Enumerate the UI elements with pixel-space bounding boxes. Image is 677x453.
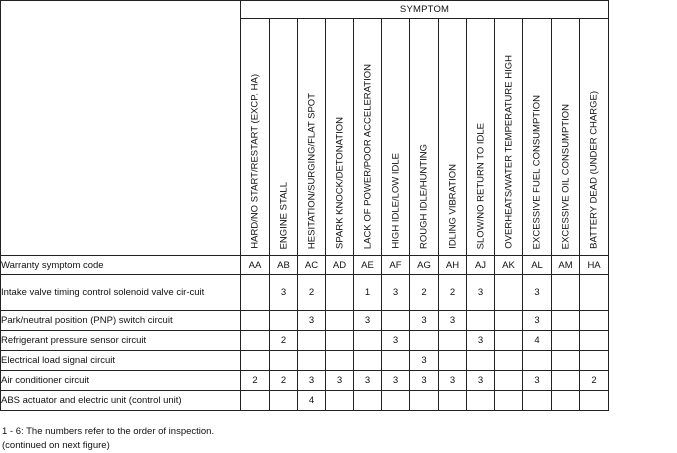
- symptom-header: SYMPTOM: [241, 1, 609, 19]
- inspection-order-cell: [523, 351, 552, 371]
- symptom-code-cell: AK: [495, 256, 523, 275]
- symptom-code-cell: AJ: [467, 256, 495, 275]
- symptom-code-cell: AB: [270, 256, 298, 275]
- row-label: Air conditioner circuit: [1, 371, 241, 391]
- inspection-order-cell: [270, 311, 298, 331]
- inspection-order-cell: 3: [326, 371, 354, 391]
- inspection-order-cell: 3: [467, 331, 495, 351]
- symptom-column-header: IDLING VIBRATION: [439, 19, 467, 256]
- symptom-column-header: HESITATION/SURGING/FLAT SPOT: [298, 19, 326, 256]
- symptom-column-header: SPARK KNOCK/DETONATION: [326, 19, 354, 256]
- continued-note: (continued on next figure): [2, 440, 110, 451]
- inspection-order-cell: 3: [467, 275, 495, 311]
- symptom-column-header: ROUGH IDLE/HUNTING: [410, 19, 439, 256]
- inspection-order-cell: [241, 351, 270, 371]
- inspection-order-cell: [382, 391, 410, 411]
- symptom-column-header: OVERHEATS/WATER TEMPERATURE HIGH: [495, 19, 523, 256]
- inspection-order-cell: [467, 311, 495, 331]
- symptom-column-header: EXCESSIVE FUEL CONSUMPTION: [523, 19, 552, 256]
- row-label: Electrical load signal circuit: [1, 351, 241, 371]
- symptom-code-cell: AE: [354, 256, 382, 275]
- symptom-code-cell: AC: [298, 256, 326, 275]
- inspection-order-cell: 3: [410, 371, 439, 391]
- symptom-column-header: SLOW/NO RETURN TO IDLE: [467, 19, 495, 256]
- inspection-order-cell: [580, 275, 609, 311]
- inspection-order-cell: 3: [382, 275, 410, 311]
- inspection-order-note: 1 - 6: The numbers refer to the order of inspection.: [2, 426, 215, 437]
- table-row: [1, 371, 609, 391]
- symptom-column-header: EXCESSIVE OIL CONSUMPTION: [552, 19, 580, 256]
- inspection-order-cell: [326, 275, 354, 311]
- row-label: ABS actuator and electric unit (control unit): [1, 391, 241, 411]
- table-row: [1, 351, 609, 371]
- inspection-order-cell: 3: [382, 331, 410, 351]
- inspection-order-cell: [241, 391, 270, 411]
- row-label: Warranty symptom code: [1, 256, 241, 275]
- inspection-order-cell: 3: [523, 311, 552, 331]
- symptom-code-cell: AF: [382, 256, 410, 275]
- inspection-order-cell: 2: [410, 275, 439, 311]
- table-row: [1, 311, 609, 331]
- inspection-order-cell: [270, 351, 298, 371]
- inspection-order-cell: [552, 275, 580, 311]
- inspection-order-cell: [580, 391, 609, 411]
- inspection-order-cell: [298, 351, 326, 371]
- inspection-order-cell: [298, 331, 326, 351]
- inspection-order-cell: 3: [439, 311, 467, 331]
- inspection-order-cell: 3: [410, 311, 439, 331]
- row-label: Park/neutral position (PNP) switch circuit: [1, 311, 241, 331]
- inspection-order-cell: [354, 331, 382, 351]
- inspection-order-cell: [495, 391, 523, 411]
- symptom-code-cell: AM: [552, 256, 580, 275]
- inspection-order-cell: 4: [298, 391, 326, 411]
- inspection-order-cell: 3: [354, 311, 382, 331]
- inspection-order-cell: [467, 351, 495, 371]
- inspection-order-cell: 4: [523, 331, 552, 351]
- symptom-column-header: LACK OF POWER/POOR ACCELERATION: [354, 19, 382, 256]
- symptom-code-cell: HA: [580, 256, 609, 275]
- inspection-order-cell: 2: [439, 275, 467, 311]
- symptom-code-cell: AD: [326, 256, 354, 275]
- inspection-order-cell: 3: [298, 371, 326, 391]
- inspection-order-cell: [241, 275, 270, 311]
- inspection-order-cell: [439, 391, 467, 411]
- symptom-column-header: ENGINE STALL: [270, 19, 298, 256]
- symptom-code-cell: AG: [410, 256, 439, 275]
- inspection-order-cell: [552, 371, 580, 391]
- inspection-order-cell: [326, 391, 354, 411]
- inspection-order-cell: [354, 391, 382, 411]
- inspection-order-cell: [410, 391, 439, 411]
- inspection-order-cell: [382, 311, 410, 331]
- warranty-code-row: [1, 256, 609, 275]
- row-label: Refrigerant pressure sensor circuit: [1, 331, 241, 351]
- inspection-order-cell: 3: [298, 311, 326, 331]
- inspection-order-cell: [552, 351, 580, 371]
- inspection-order-cell: 2: [270, 371, 298, 391]
- symptom-code-cell: AH: [439, 256, 467, 275]
- inspection-order-cell: 2: [241, 371, 270, 391]
- inspection-order-cell: 3: [467, 371, 495, 391]
- inspection-order-cell: [523, 391, 552, 411]
- symptom-code-cell: AA: [241, 256, 270, 275]
- inspection-order-cell: 2: [580, 371, 609, 391]
- inspection-order-cell: [354, 351, 382, 371]
- inspection-order-cell: [580, 311, 609, 331]
- inspection-order-cell: [326, 351, 354, 371]
- footnotes: [2, 425, 214, 453]
- inspection-order-cell: [326, 311, 354, 331]
- inspection-order-cell: 3: [439, 371, 467, 391]
- symptom-code-cell: AL: [523, 256, 552, 275]
- row-label: Intake valve timing control solenoid valve cir-cuit: [1, 275, 241, 311]
- inspection-order-cell: [495, 331, 523, 351]
- inspection-order-cell: [495, 351, 523, 371]
- inspection-order-cell: [439, 351, 467, 371]
- inspection-order-cell: [326, 331, 354, 351]
- inspection-order-cell: [552, 331, 580, 351]
- inspection-order-cell: 3: [354, 371, 382, 391]
- inspection-order-cell: [439, 331, 467, 351]
- inspection-order-cell: [241, 331, 270, 351]
- inspection-order-cell: [580, 351, 609, 371]
- inspection-order-cell: 1: [354, 275, 382, 311]
- table-row: [1, 331, 609, 351]
- symptom-column-header: HARD/NO START/RESTART (EXCP. HA): [241, 19, 270, 256]
- inspection-order-cell: 2: [298, 275, 326, 311]
- inspection-order-cell: 3: [523, 371, 552, 391]
- inspection-order-cell: 3: [270, 275, 298, 311]
- inspection-order-cell: 2: [270, 331, 298, 351]
- inspection-order-cell: [382, 351, 410, 371]
- table-corner: [1, 1, 241, 256]
- inspection-order-cell: [495, 275, 523, 311]
- inspection-order-cell: [241, 311, 270, 331]
- inspection-order-cell: [410, 331, 439, 351]
- symptom-column-header: HIGH IDLE/LOW IDLE: [382, 19, 410, 256]
- inspection-order-cell: [495, 371, 523, 391]
- inspection-order-cell: [270, 391, 298, 411]
- inspection-order-cell: [495, 311, 523, 331]
- symptom-column-header: BATTERY DEAD (UNDER CHARGE): [580, 19, 609, 256]
- inspection-order-cell: [467, 391, 495, 411]
- inspection-order-cell: [580, 331, 609, 351]
- inspection-order-cell: 3: [523, 275, 552, 311]
- table-row: [1, 275, 609, 311]
- inspection-order-cell: [552, 311, 580, 331]
- inspection-order-cell: 3: [382, 371, 410, 391]
- inspection-order-cell: [552, 391, 580, 411]
- inspection-order-cell: 3: [410, 351, 439, 371]
- table-row: [1, 391, 609, 411]
